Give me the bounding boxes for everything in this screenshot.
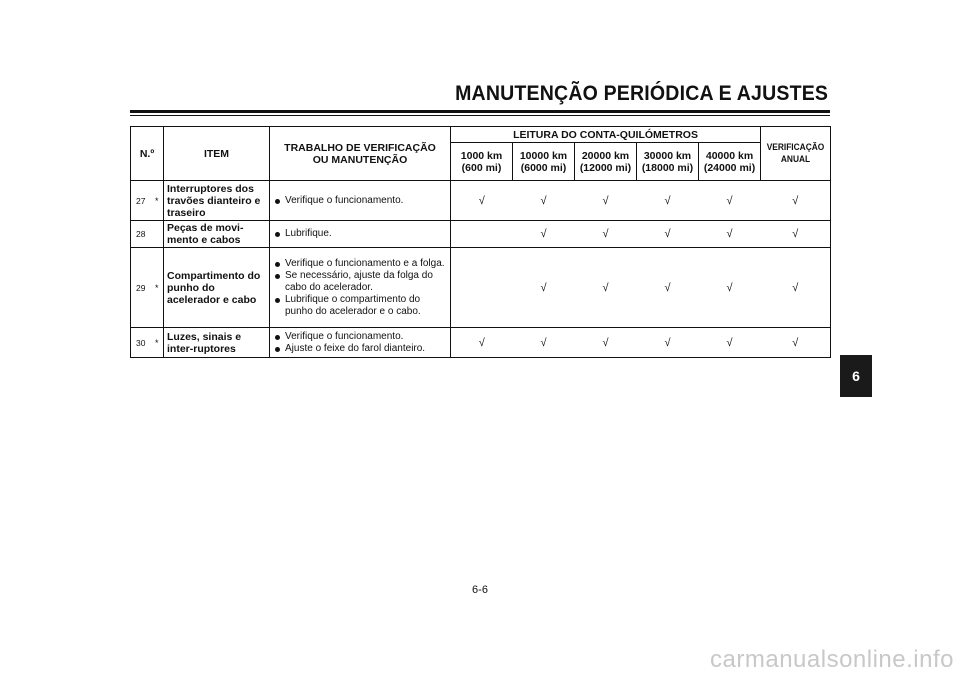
- row-number: 30: [131, 328, 151, 358]
- interval-header: [575, 143, 637, 181]
- row-star: *: [151, 248, 164, 328]
- check-cell: [513, 181, 575, 221]
- row-number: 28: [131, 221, 151, 248]
- check-mark-icon: √: [478, 336, 485, 349]
- check-mark-icon: √: [540, 336, 547, 349]
- check-cell: [761, 221, 831, 248]
- row-star: [151, 221, 164, 248]
- check-mark-icon: √: [792, 194, 799, 207]
- interval-mi: (600 mi): [461, 161, 502, 174]
- interval-mi: (12000 mi): [579, 161, 632, 174]
- check-mark-icon: √: [726, 228, 733, 240]
- title-rule-thick: [130, 110, 830, 113]
- check-cell: [699, 181, 761, 221]
- chapter-tab: 6: [840, 355, 872, 397]
- check-mark-icon: √: [602, 281, 609, 294]
- interval-header: [637, 143, 699, 181]
- work-step: Verifique o funcionamento e a folga.: [273, 258, 447, 270]
- row-item: Luzes, sinais e inter-ruptores: [164, 328, 270, 358]
- check-mark-icon: √: [726, 336, 733, 349]
- header-work: [270, 127, 451, 181]
- header-item: ITEM: [164, 127, 270, 181]
- interval-header: [451, 143, 513, 181]
- check-cell: [451, 328, 513, 358]
- check-mark-icon: √: [792, 281, 799, 294]
- row-work: [270, 328, 451, 358]
- header-annual-label: VERIFICAÇÃO ANUAL: [766, 141, 825, 165]
- table-row: [131, 248, 831, 328]
- check-mark-icon: √: [664, 336, 671, 349]
- work-step: Lubrifique o compartimento do punho do acelerador e o cabo.: [273, 294, 447, 318]
- interval-mi: (24000 mi): [703, 161, 756, 174]
- check-cell: [575, 221, 637, 248]
- check-mark-icon: √: [540, 281, 547, 294]
- check-mark-icon: √: [664, 281, 671, 294]
- check-cell: [451, 221, 513, 248]
- check-mark-icon: √: [792, 336, 799, 349]
- work-step: Lubrifique.: [273, 228, 447, 240]
- check-mark-icon: √: [602, 228, 609, 240]
- interval-km: 10000 km: [519, 149, 568, 162]
- check-cell: [699, 248, 761, 328]
- row-item: Compartimento do punho do acelerador e cabo: [164, 248, 270, 328]
- title-rule-thin: [130, 115, 830, 116]
- table-row: [131, 181, 831, 221]
- header-odometer: LEITURA DO CONTA-QUILÓMETROS: [451, 127, 761, 143]
- check-cell: [451, 181, 513, 221]
- table-body: [131, 181, 831, 358]
- check-cell: [637, 328, 699, 358]
- page-number: 6-6: [472, 584, 488, 596]
- check-cell: [761, 248, 831, 328]
- check-cell: [761, 328, 831, 358]
- check-mark-icon: √: [540, 194, 547, 207]
- interval-km: 20000 km: [581, 149, 630, 162]
- check-cell: [451, 248, 513, 328]
- check-mark-icon: √: [602, 336, 609, 349]
- check-mark-icon: √: [540, 228, 547, 240]
- check-mark-icon: √: [478, 194, 485, 207]
- header-annual: [761, 127, 831, 181]
- watermark: carmanualsonline.info: [710, 646, 954, 673]
- check-cell: [575, 248, 637, 328]
- check-cell: [575, 328, 637, 358]
- interval-km: 40000 km: [705, 149, 754, 162]
- check-cell: [761, 181, 831, 221]
- interval-mi: (6000 mi): [520, 161, 567, 174]
- check-mark-icon: √: [726, 281, 733, 294]
- work-step: Verifique o funcionamento.: [273, 195, 447, 207]
- page-title: MANUTENÇÃO PERIÓDICA E AJUSTES: [454, 82, 828, 105]
- row-item: Peças de movi-mento e cabos: [164, 221, 270, 248]
- interval-km: 1000 km: [460, 149, 503, 162]
- interval-header: [513, 143, 575, 181]
- row-work: [270, 221, 451, 248]
- check-cell: [513, 328, 575, 358]
- row-work: [270, 181, 451, 221]
- check-cell: [637, 181, 699, 221]
- check-mark-icon: √: [792, 228, 799, 240]
- check-cell: [513, 248, 575, 328]
- work-step: Verifique o funcionamento.: [273, 331, 447, 343]
- check-cell: [575, 181, 637, 221]
- check-cell: [637, 248, 699, 328]
- row-number: 27: [131, 181, 151, 221]
- row-item: Interruptores dos travões dianteiro e traseiro: [164, 181, 270, 221]
- header-work-label: TRABALHO DE VERIFICAÇÃO OU MANUTENÇÃO: [284, 141, 436, 166]
- check-cell: [513, 221, 575, 248]
- table-row: [131, 221, 831, 248]
- check-cell: [699, 221, 761, 248]
- check-mark-icon: √: [602, 194, 609, 207]
- check-cell: [699, 328, 761, 358]
- interval-mi: (18000 mi): [641, 161, 694, 174]
- work-step: Se necessário, ajuste da folga do cabo do acelerador.: [273, 270, 447, 294]
- row-number: 29: [131, 248, 151, 328]
- interval-header: [699, 143, 761, 181]
- work-step: Ajuste o feixe do farol dianteiro.: [273, 343, 447, 355]
- check-cell: [637, 221, 699, 248]
- interval-km: 30000 km: [643, 149, 692, 162]
- row-star: *: [151, 181, 164, 221]
- row-work: [270, 248, 451, 328]
- maintenance-table: [130, 126, 831, 358]
- row-star: *: [151, 328, 164, 358]
- header-num: N.º: [131, 127, 164, 181]
- check-mark-icon: √: [664, 228, 671, 240]
- check-mark-icon: √: [664, 194, 671, 207]
- table-row: [131, 328, 831, 358]
- check-mark-icon: √: [726, 194, 733, 207]
